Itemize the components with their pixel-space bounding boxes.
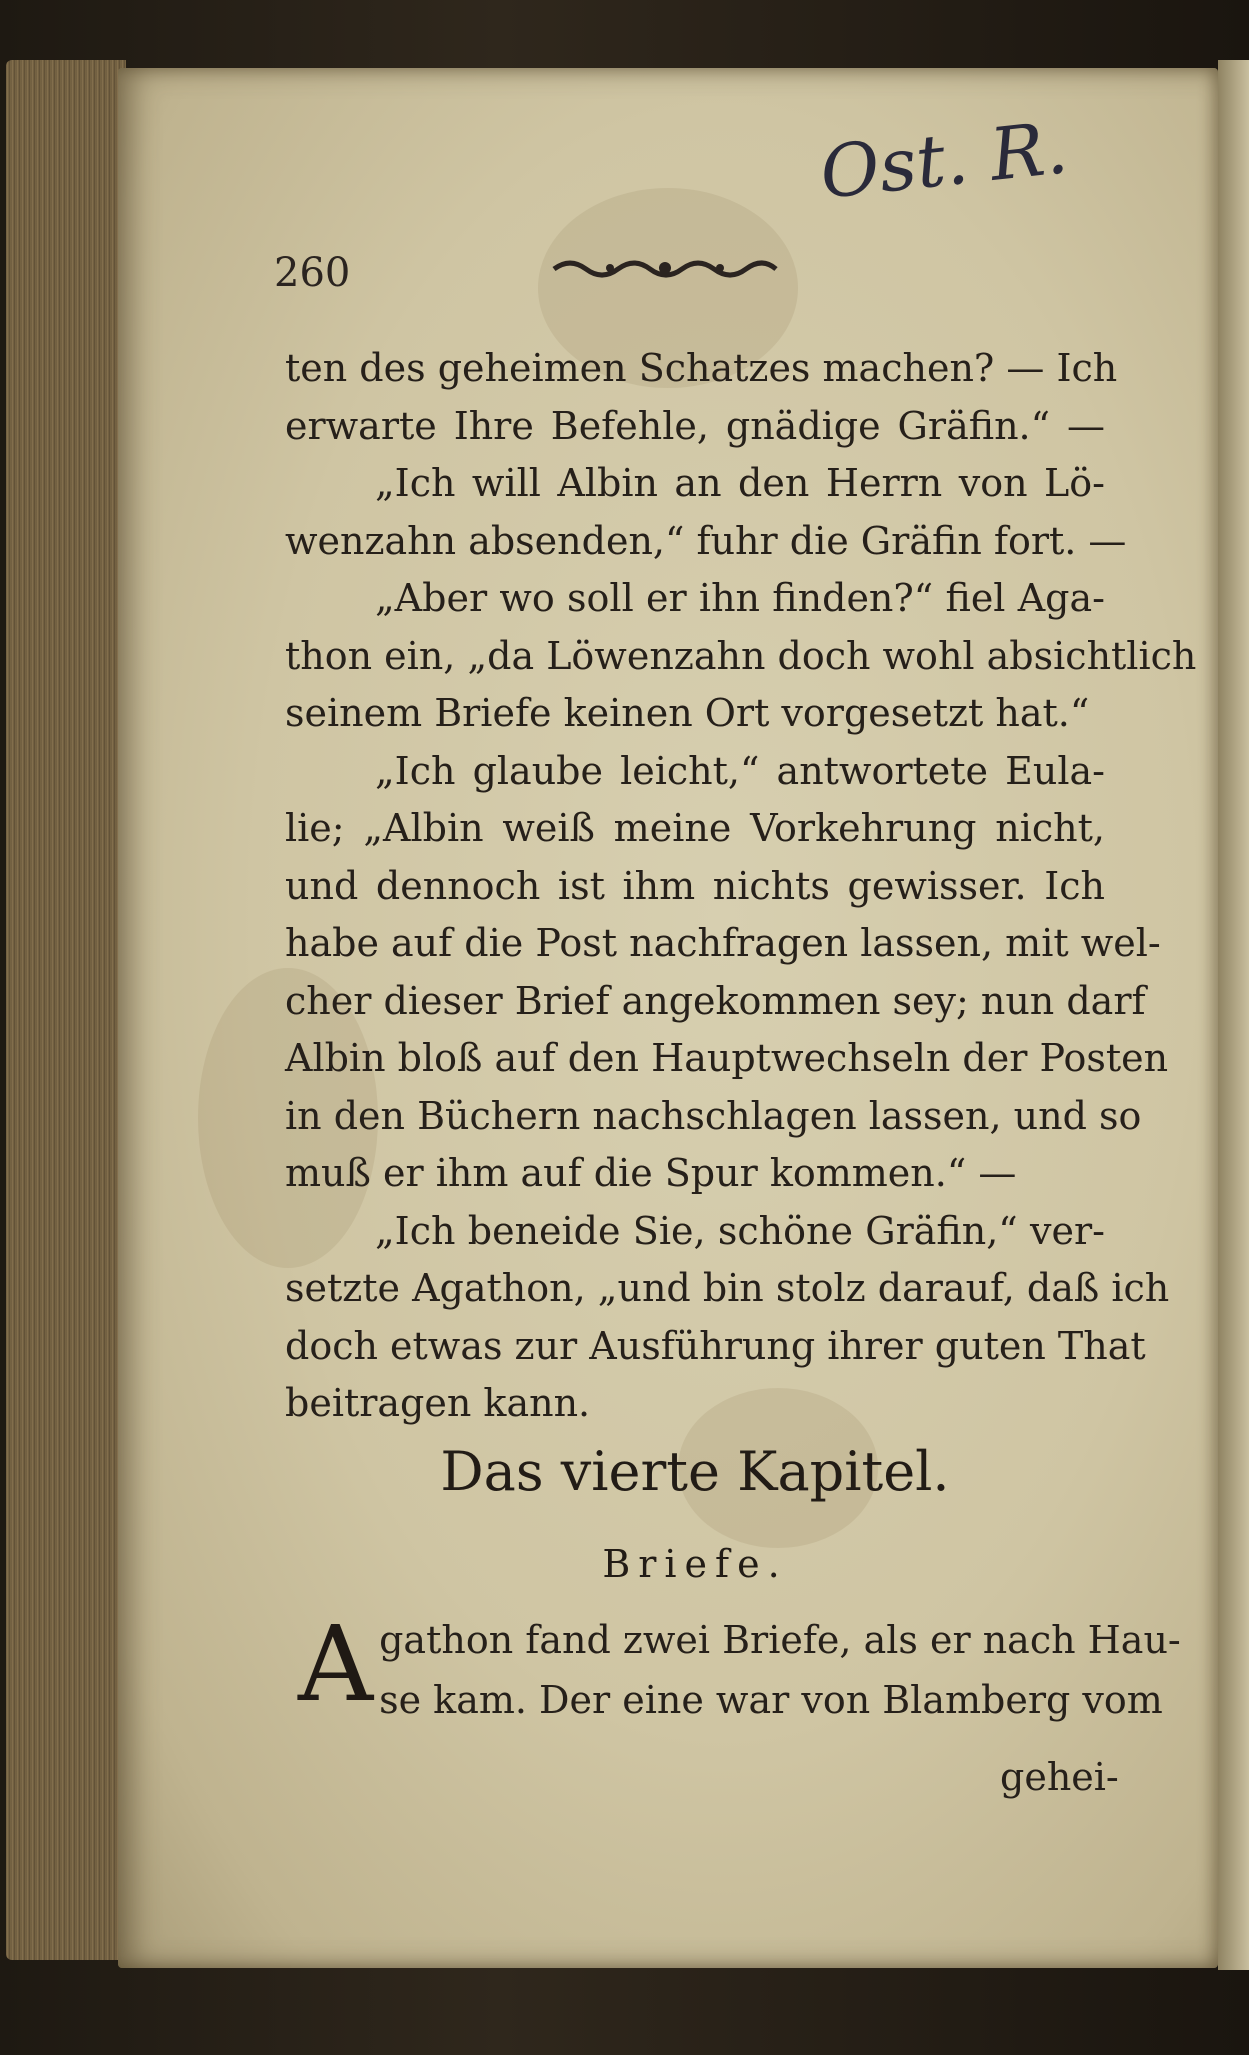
chapter-subtitle: Briefe. [602,1542,788,1586]
text-line: thon ein, „da Löwenzahn doch wohl absichtlich [285,633,1197,678]
text-line: lie; „Albin weiß meine Vorkehrung nicht, [285,806,1105,850]
text-line: muß er ihm auf die Spur kommen.“ — [285,1151,1017,1195]
text-line: erwarte Ihre Befehle, gnädige Gräfin.“ — [285,403,1105,448]
text-line: „Ich will Albin an den Herrn von Lö- [375,461,1105,505]
handwritten-annotation: Ost. R. [816,105,1072,215]
text-line: „Aber wo soll er ihn finden?“ fiel Aga- [375,576,1105,620]
catchword: gehei- [1000,1755,1119,1799]
text-line: gathon fand zwei Briefe, als er nach Hau- [379,1618,1181,1662]
text-line: setzte Agathon, „und bin stolz darauf, daß ich [285,1266,1170,1310]
text-line: seinem Briefe keinen Ort vorgesetzt hat.“ [285,691,1090,735]
chapter-opening [298,1603,1181,1730]
page-number: 260 [274,250,351,296]
text-line: „Ich glaube leicht,“ antwortete Eula- [375,748,1105,793]
text-line: und dennoch ist ihm nichts gewisser. Ich [285,863,1105,908]
header-ornament [550,255,780,281]
chapter-title: Das vierte Kapitel. [440,1440,950,1503]
text-line: se kam. Der eine war von Blamberg vom [379,1678,1163,1722]
drop-cap: A [298,1603,374,1725]
text-line: „Ich beneide Sie, schöne Gräfin,“ ver- [375,1208,1105,1253]
text-line: habe auf die Post nachfragen lassen, mit wel- [285,921,1161,965]
text-line: wenzahn absenden,“ fuhr die Gräfin fort. — [285,518,1127,563]
text-line: Albin bloß auf den Hauptwechseln der Posten [285,1036,1169,1080]
text-line: doch etwas zur Ausführung ihrer guten That [285,1323,1146,1368]
page-edges [6,60,126,1960]
facing-page-edge [1218,60,1249,1970]
text-line: ten des geheimen Schatzes machen? — Ich [285,346,1118,390]
text-line: cher dieser Brief angekommen sey; nun darf [285,978,1146,1023]
text-line: beitragen kann. [285,1381,591,1425]
body-text [285,340,1197,1433]
text-line: in den Büchern nachschlagen lassen, und so [285,1093,1142,1138]
